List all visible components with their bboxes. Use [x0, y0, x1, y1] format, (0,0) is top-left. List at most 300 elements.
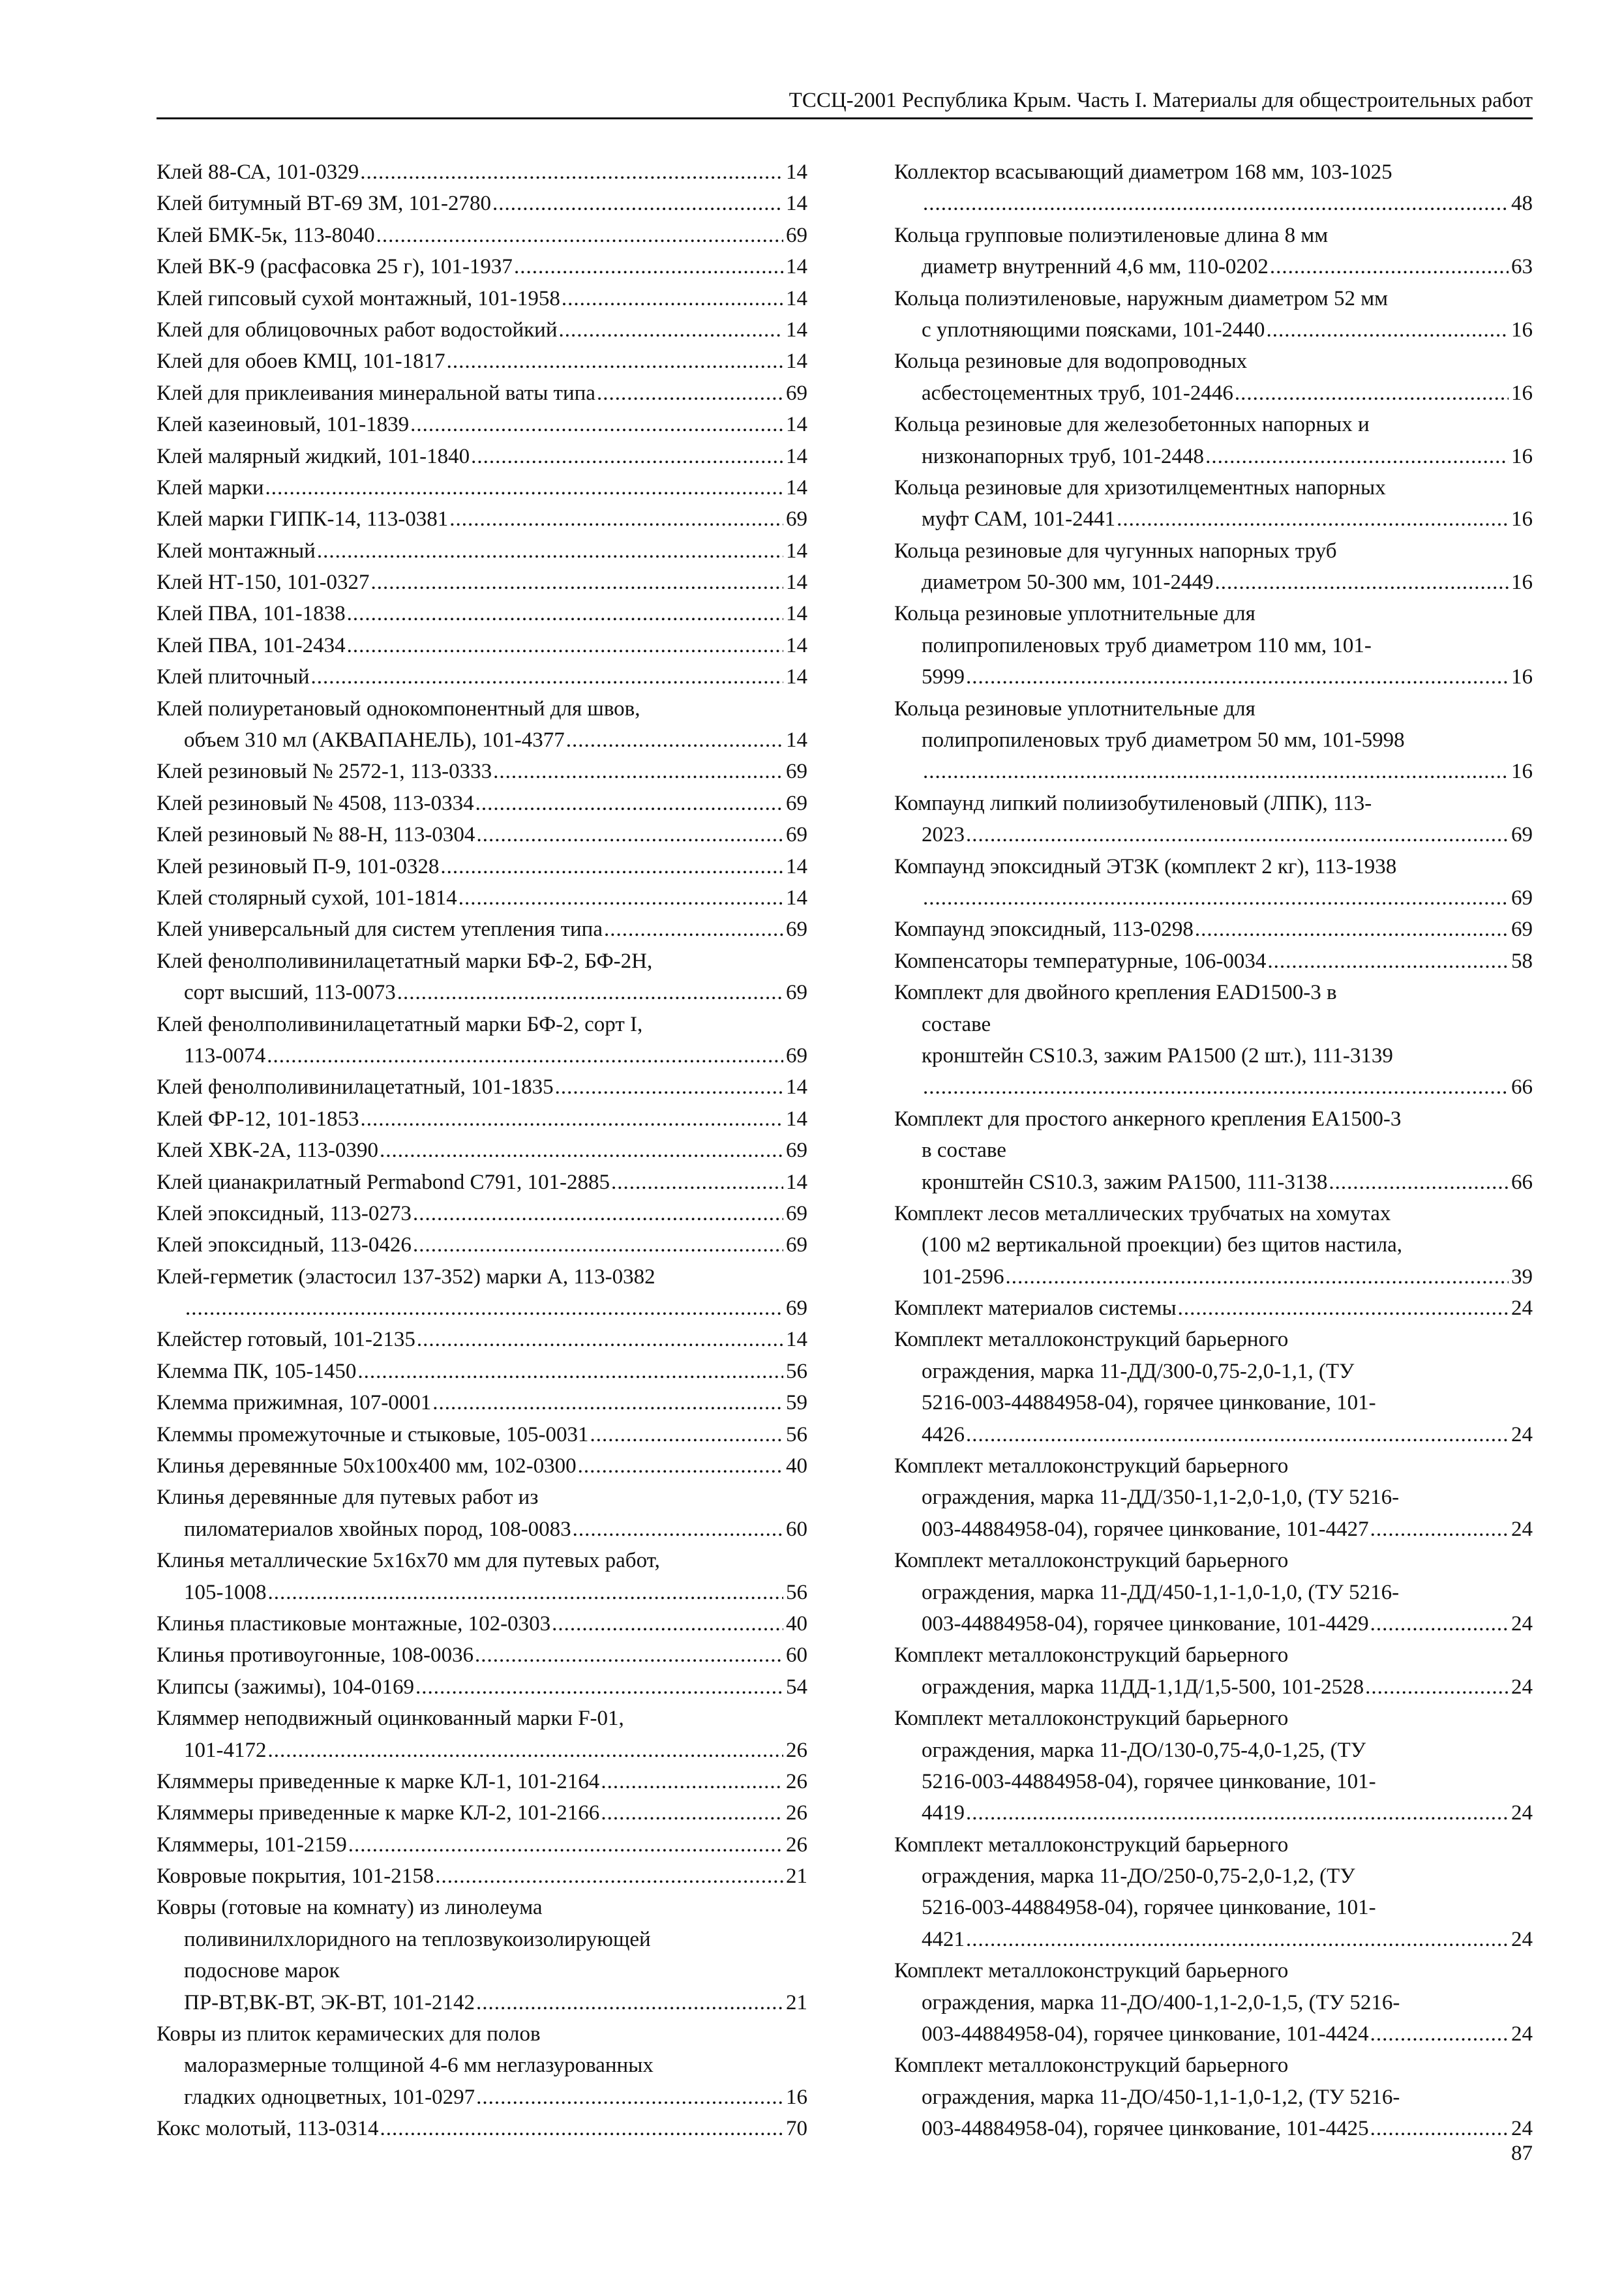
entry-page-number: 56 — [786, 1359, 807, 1383]
entry-text: 2023 — [922, 823, 965, 847]
entry-page-number: 60 — [786, 1517, 807, 1541]
dot-leader — [268, 1735, 784, 1766]
dot-leader — [514, 251, 783, 282]
dot-leader — [1365, 1671, 1509, 1703]
index-entry — [894, 1198, 1533, 1293]
index-entry — [157, 1135, 807, 1166]
entry-text: Клей для приклеивания минеральной ваты типа — [157, 381, 595, 405]
entry-line — [157, 1293, 807, 1324]
entry-line — [157, 914, 807, 945]
entry-page-number: 21 — [786, 1864, 807, 1889]
entry-line — [157, 1766, 807, 1797]
entry-line — [157, 1671, 807, 1703]
entry-text: Компенсаторы температурные, 106-0034 — [894, 949, 1267, 973]
entry-line — [157, 314, 807, 346]
entry-text: Клей эпоксидный, 113-0273 — [157, 1201, 412, 1225]
entry-text: Клей резиновый № 2572-1, 113-0333 — [157, 760, 492, 784]
entry-line — [157, 977, 807, 1008]
index-entry — [157, 2018, 807, 2113]
dot-leader — [413, 1198, 783, 1229]
entry-line: Ковры (готовые на комнату) из линолеума — [157, 1896, 543, 1920]
index-entry — [157, 819, 807, 850]
dot-leader — [1178, 1293, 1509, 1324]
dot-leader — [371, 567, 783, 598]
entry-text: Клейстер готовый, 101-2135 — [157, 1328, 415, 1352]
entry-page-number: 24 — [1511, 1801, 1533, 1825]
entry-page-number: 14 — [786, 602, 807, 626]
entry-page-number: 16 — [1511, 665, 1533, 689]
entry-page-number: 69 — [786, 918, 807, 942]
entry-page-number: 39 — [1511, 1264, 1533, 1289]
entry-line: Комплект металлоконструкций барьерного — [894, 1959, 1289, 1983]
entry-line: малоразмерные толщиной 4-6 мм неглазурованных — [184, 2054, 654, 2078]
entry-line — [157, 535, 807, 567]
running-header: ТССЦ-2001 Республика Крым. Часть I. Материалы для общестроительных работ — [789, 89, 1533, 112]
entry-text: Кляммеры приведенные к марке КЛ-1, 101-2164 — [157, 1769, 600, 1793]
dot-leader — [1266, 314, 1509, 346]
entry-text: Клей ХВК-2А, 113-0390 — [157, 1139, 378, 1163]
dot-leader — [1329, 1167, 1509, 1198]
dot-leader — [966, 1419, 1509, 1450]
entry-line — [157, 441, 807, 472]
entry-line: 5216-003-44884958-04), горячее цинкование, 101- — [922, 1896, 1376, 1920]
index-entry — [157, 630, 807, 661]
entry-text: Клей для обоев КМЦ, 101-1817 — [157, 350, 445, 374]
entry-line: ограждения, марка 11-ДД/450-1,1-1,0-1,0, (ТУ 5216- — [922, 1580, 1400, 1604]
entry-page-number: 69 — [1511, 886, 1533, 910]
entry-text: 003-44884958-04), горячее цинкование, 101-4427 — [922, 1517, 1369, 1541]
entry-line — [894, 503, 1533, 535]
dot-leader — [562, 283, 783, 314]
dot-leader — [413, 1229, 783, 1261]
entry-text: Клемма прижимная, 107-0001 — [157, 1391, 432, 1415]
dot-leader — [923, 1071, 1509, 1103]
dot-leader — [1006, 1261, 1509, 1293]
entry-line: поливинилхлоридного на теплозвукоизолирующей — [184, 1927, 651, 1951]
dot-leader — [966, 819, 1509, 850]
index-entry — [894, 1103, 1533, 1198]
entry-line — [894, 819, 1533, 850]
entry-line — [157, 819, 807, 850]
entry-page-number: 66 — [1511, 1075, 1533, 1100]
index-entry — [157, 441, 807, 472]
entry-line — [894, 1293, 1533, 1324]
dot-leader — [347, 630, 783, 661]
index-entry — [157, 1071, 807, 1103]
index-entry — [894, 788, 1533, 851]
entry-line — [894, 1514, 1533, 1545]
entry-page-number: 14 — [786, 665, 807, 689]
entry-line — [894, 1797, 1533, 1829]
entry-text: Клей гипсовый сухой монтажный, 101-1958 — [157, 286, 560, 310]
dot-leader — [417, 1324, 783, 1355]
entry-page-number: 16 — [1511, 381, 1533, 405]
entry-line — [157, 378, 807, 409]
entry-text: Клинья противоугонные, 108-0036 — [157, 1643, 474, 1668]
index-entry — [157, 1545, 807, 1608]
entry-text: Клей резиновый № 88-Н, 113-0304 — [157, 823, 475, 847]
entry-text: Клей казеиновый, 101-1839 — [157, 413, 410, 437]
dot-leader — [185, 1293, 783, 1324]
entry-line — [157, 1387, 807, 1418]
dot-leader — [1195, 914, 1509, 945]
entry-line — [157, 188, 807, 219]
index-entry — [157, 188, 807, 219]
entry-page-number: 16 — [1511, 507, 1533, 531]
index-entry — [157, 1356, 807, 1387]
entry-line — [894, 314, 1533, 346]
entry-line — [894, 661, 1533, 693]
index-entry — [894, 2050, 1533, 2144]
entry-line — [157, 1514, 807, 1545]
entry-text: 003-44884958-04), горячее цинкование, 101-4429 — [922, 1611, 1369, 1636]
dot-leader — [601, 1766, 783, 1797]
entry-page-number: 24 — [1511, 1927, 1533, 1951]
entry-text: 113-0074 — [184, 1043, 266, 1068]
entry-line — [157, 1324, 807, 1355]
entry-page-number: 26 — [786, 1769, 807, 1793]
entry-line — [157, 220, 807, 251]
dot-leader — [380, 2113, 783, 2144]
index-entry — [894, 535, 1533, 599]
entry-text: Клей малярный жидкий, 101-1840 — [157, 444, 470, 468]
dot-leader — [1235, 378, 1509, 409]
entry-line: Кольца полиэтиленовые, наружным диаметром 52 мм — [894, 286, 1388, 310]
index-column-right — [894, 157, 1533, 2145]
index-entry — [894, 1545, 1533, 1639]
dot-leader — [476, 2082, 783, 2113]
entry-page-number: 69 — [786, 223, 807, 247]
index-entry — [157, 1766, 807, 1797]
index-entry — [894, 472, 1533, 535]
entry-page-number: 69 — [786, 507, 807, 531]
index-entry — [157, 1261, 807, 1324]
index-entry — [157, 1639, 807, 1671]
entry-text: 5999 — [922, 665, 965, 689]
entry-text: Клей марки — [157, 475, 264, 500]
entry-text: Клей марки ГИПК-14, 113-0381 — [157, 507, 449, 531]
index-entry — [157, 1450, 807, 1482]
entry-line: Комплект металлоконструкций барьерного — [894, 1643, 1289, 1668]
entry-line: ограждения, марка 11-ДО/450-1,1-1,0-1,2, (ТУ 5216- — [922, 2085, 1400, 2109]
entry-page-number: 16 — [1511, 571, 1533, 595]
entry-text: Клей эпоксидный, 113-0426 — [157, 1233, 412, 1257]
entry-page-number: 14 — [786, 571, 807, 595]
dot-leader — [360, 157, 783, 188]
index-entry — [157, 1387, 807, 1418]
page-number: 87 — [1511, 2142, 1533, 2165]
entry-line — [157, 472, 807, 503]
entry-text: 4419 — [922, 1801, 965, 1825]
entry-page-number: 69 — [786, 1043, 807, 1068]
index-entry — [157, 567, 807, 598]
dot-leader — [415, 1671, 783, 1703]
entry-page-number: 66 — [1511, 1170, 1533, 1194]
entry-page-number: 69 — [1511, 823, 1533, 847]
entry-line — [157, 2082, 807, 2113]
entry-text: кронштейн CS10.3, зажим PA1500, 111-3138 — [922, 1170, 1328, 1194]
entry-text: сорт высший, 113-0073 — [184, 981, 396, 1005]
entry-text: Компаунд эпоксидный, 113-0298 — [894, 918, 1194, 942]
index-entry — [894, 1703, 1533, 1829]
entry-line: ограждения, марка 11-ДД/350-1,1-2,0-1,0, (ТУ 5216- — [922, 1486, 1400, 1510]
index-entry — [157, 1892, 807, 2018]
entry-text: Клей плиточный — [157, 665, 310, 689]
entry-text: Клей резиновый № 4508, 113-0334 — [157, 791, 474, 815]
index-entry — [157, 535, 807, 567]
dot-leader — [566, 725, 783, 756]
dot-leader — [604, 914, 783, 945]
entry-line: Комплект лесов металлических трубчатых на хомутах — [894, 1201, 1391, 1225]
dot-leader — [475, 788, 783, 819]
entry-line — [894, 756, 1533, 787]
dot-leader — [311, 661, 783, 693]
dot-leader — [493, 756, 783, 787]
entry-text: ограждения, марка 11ДД-1,1Д/1,5-500, 101-2528 — [922, 1675, 1364, 1699]
dot-leader — [317, 535, 783, 567]
dot-leader — [410, 409, 783, 440]
entry-page-number: 24 — [1511, 2022, 1533, 2046]
entry-line — [157, 630, 807, 661]
index-entry — [157, 220, 807, 251]
dot-leader — [966, 1924, 1509, 1955]
index-entry — [157, 346, 807, 377]
entry-page-number: 14 — [786, 1328, 807, 1352]
entry-line — [894, 946, 1533, 977]
index-entry — [157, 157, 807, 188]
dot-leader — [1117, 503, 1509, 535]
dot-leader — [966, 1797, 1509, 1829]
entry-text: Ковровые покрытия, 101-2158 — [157, 1864, 434, 1889]
dot-leader — [923, 756, 1509, 787]
dot-leader — [380, 1135, 783, 1166]
index-entry — [157, 283, 807, 314]
entry-line — [157, 1450, 807, 1482]
entry-page-number: 14 — [786, 192, 807, 216]
header-rule — [157, 117, 1533, 119]
entry-line: Компаунд липкий полиизобутиленовый (ЛПК), 113- — [894, 791, 1372, 815]
entry-text: Клинья деревянные 50х100х400 мм, 102-0300 — [157, 1454, 577, 1478]
entry-line: Кольца групповые полиэтиленовые длина 8 мм — [894, 223, 1329, 247]
entry-page-number: 69 — [786, 1139, 807, 1163]
index-entry — [157, 1482, 807, 1545]
entry-page-number: 69 — [786, 791, 807, 815]
entry-line: Комплект металлоконструкций барьерного — [894, 1328, 1289, 1352]
entry-page-number: 14 — [786, 1170, 807, 1194]
entry-text: Клинья пластиковые монтажные, 102-0303 — [157, 1611, 551, 1636]
dot-leader — [923, 882, 1509, 914]
entry-text: Клей ВК-9 (расфасовка 25 г), 101-1937 — [157, 255, 513, 279]
index-column-left — [157, 157, 807, 2145]
dot-leader — [559, 314, 784, 346]
entry-line: Клей-герметик (эластосил 137-352) марки А, 113-0382 — [157, 1264, 655, 1289]
entry-text: Клей фенолполивинилацетатный, 101-1835 — [157, 1075, 554, 1100]
dot-leader — [440, 851, 783, 882]
entry-line: Кольца резиновые для железобетонных напорных и — [894, 413, 1370, 437]
entry-text: Клей монтажный — [157, 539, 316, 563]
index-entry — [894, 914, 1533, 945]
index-entry — [157, 788, 807, 819]
entry-line — [894, 567, 1533, 598]
entry-line — [894, 1261, 1533, 1293]
entry-text: 105-1008 — [184, 1580, 267, 1604]
entry-text: Клей для облицовочных работ водостойкий — [157, 318, 558, 342]
entry-text: 4426 — [922, 1422, 965, 1446]
dot-leader — [923, 188, 1509, 219]
index-entry — [894, 693, 1533, 788]
entry-text: Клей битумный ВТ-69 ЗМ, 101-2780 — [157, 192, 491, 216]
entry-page-number: 24 — [1511, 1296, 1533, 1321]
entry-page-number: 54 — [786, 1675, 807, 1699]
entry-line — [894, 882, 1533, 914]
entry-line — [157, 1198, 807, 1229]
entry-line — [894, 441, 1533, 472]
entry-line — [157, 598, 807, 629]
index-entry — [157, 251, 807, 282]
dot-leader — [265, 472, 783, 503]
entry-page-number: 26 — [786, 1833, 807, 1857]
entry-text: Клей универсальный для систем утепления типа — [157, 918, 603, 942]
index-entry — [157, 1419, 807, 1450]
index-entry — [894, 220, 1533, 283]
entry-line — [157, 1103, 807, 1135]
entry-line: Комплект металлоконструкций барьерного — [894, 2054, 1289, 2078]
entry-text: Клемма ПК, 105-1450 — [157, 1359, 357, 1383]
entry-page-number: 16 — [1511, 444, 1533, 468]
dot-leader — [360, 1103, 783, 1135]
entry-line — [894, 1671, 1533, 1703]
entry-line — [894, 251, 1533, 282]
entry-line: ограждения, марка 11-ДО/250-0,75-2,0-1,2, (ТУ — [922, 1864, 1355, 1889]
entry-text: Клей ФР-12, 101-1853 — [157, 1107, 359, 1131]
entry-page-number: 14 — [786, 350, 807, 374]
entry-page-number: 14 — [786, 539, 807, 563]
entry-line: Ковры из плиток керамических для полов — [157, 2022, 541, 2046]
entry-text: Кокс молотый, 113-0314 — [157, 2117, 379, 2141]
dot-leader — [449, 503, 783, 535]
entry-text: Клей БМК-5к, 113-8040 — [157, 223, 375, 247]
entry-page-number: 69 — [786, 823, 807, 847]
entry-page-number: 24 — [1511, 1422, 1533, 1446]
entry-line: Клей полиуретановый однокомпонентный для швов, — [157, 696, 640, 721]
entry-text: 101-2596 — [922, 1264, 1004, 1289]
entry-page-number: 26 — [786, 1738, 807, 1762]
dot-leader — [1270, 251, 1509, 282]
entry-line — [894, 1419, 1533, 1450]
entry-page-number: 14 — [786, 318, 807, 342]
entry-line: ограждения, марка 11-ДО/400-1,1-2,0-1,5, (ТУ 5216- — [922, 1990, 1400, 2014]
index-entry — [894, 346, 1533, 409]
entry-text: Клей 88-СА, 101-0329 — [157, 160, 359, 184]
entry-line: Комплект для двойного крепления EAD1500-3 в — [894, 981, 1337, 1005]
entry-line — [157, 157, 807, 188]
entry-text: Клипсы (зажимы), 104-0169 — [157, 1675, 415, 1699]
entry-line: Клей фенолполивинилацетатный марки БФ-2, БФ-2Н, — [157, 949, 653, 973]
entry-line — [894, 2018, 1533, 2050]
entry-page-number: 14 — [786, 728, 807, 753]
dot-leader — [268, 1577, 784, 1608]
dot-leader — [347, 598, 783, 629]
dot-leader — [597, 378, 783, 409]
entry-line — [894, 1608, 1533, 1639]
entry-line — [157, 851, 807, 882]
entry-page-number: 69 — [786, 1201, 807, 1225]
entry-line — [157, 1040, 807, 1071]
entry-line — [157, 788, 807, 819]
index-entry — [157, 1324, 807, 1355]
entry-page-number: 63 — [1511, 255, 1533, 279]
entry-page-number: 69 — [786, 1296, 807, 1321]
index-entry — [894, 1450, 1533, 1545]
entry-page-number: 14 — [786, 413, 807, 437]
entry-text: гладких одноцветных, 101-0297 — [184, 2085, 475, 2109]
entry-line: Комплект металлоконструкций барьерного — [894, 1549, 1289, 1573]
dot-leader — [1267, 946, 1509, 977]
entry-line: 5216-003-44884958-04), горячее цинкование, 101- — [922, 1391, 1376, 1415]
entry-page-number: 48 — [1511, 192, 1533, 216]
index-entry — [894, 1639, 1533, 1703]
entry-page-number: 69 — [786, 760, 807, 784]
entry-line: (100 м2 вертикальной проекции) без щитов настила, — [922, 1233, 1403, 1257]
entry-text: ПР-ВТ,ВК-ВТ, ЭК-ВТ, 101-2142 — [184, 1990, 475, 2014]
entry-page-number: 14 — [786, 886, 807, 910]
entry-page-number: 14 — [786, 633, 807, 657]
dot-leader — [475, 1639, 783, 1671]
entry-line — [894, 1924, 1533, 1955]
index-entry — [157, 882, 807, 914]
entry-page-number: 24 — [1511, 2117, 1533, 2141]
entry-line — [157, 1167, 807, 1198]
entry-line — [157, 1577, 807, 1608]
index-entry — [157, 1167, 807, 1198]
entry-text: с уплотняющими поясками, 101-2440 — [922, 318, 1265, 342]
entry-line — [157, 283, 807, 314]
index-entry — [894, 851, 1533, 914]
index-entry — [157, 1009, 807, 1072]
entry-line — [157, 251, 807, 282]
entry-line: полипропиленовых труб диаметром 110 мм, 101- — [922, 633, 1372, 657]
index-entry — [157, 914, 807, 945]
entry-page-number: 16 — [786, 2085, 807, 2109]
index-entry — [157, 661, 807, 693]
entry-page-number: 56 — [786, 1580, 807, 1604]
dot-leader — [447, 346, 783, 377]
entry-line: Клинья металлические 5х16х70 мм для путевых работ, — [157, 1549, 660, 1573]
entry-line — [157, 756, 807, 787]
entry-text: Клеммы промежуточные и стыковые, 105-0031 — [157, 1422, 589, 1446]
entry-line — [157, 409, 807, 440]
entry-line — [894, 1071, 1533, 1103]
entry-line: кронштейн CS10.3, зажим PA1500 (2 шт.), 111-3139 — [922, 1043, 1393, 1068]
entry-text: Клей столярный сухой, 101-1814 — [157, 886, 457, 910]
entry-text: Клей цианакрилатный Permabond C791, 101-2885 — [157, 1170, 610, 1194]
entry-line: составе — [922, 1012, 991, 1036]
entry-text: Комплект материалов системы — [894, 1296, 1177, 1321]
entry-line — [157, 1071, 807, 1103]
dot-leader — [476, 819, 783, 850]
dot-leader — [555, 1071, 783, 1103]
entry-page-number: 69 — [786, 981, 807, 1005]
entry-line: Комплект металлоконструкций барьерного — [894, 1454, 1289, 1478]
index-entry — [894, 409, 1533, 472]
entry-line — [157, 661, 807, 693]
index-entry — [157, 1608, 807, 1639]
dot-leader — [459, 882, 783, 914]
index-entry — [894, 977, 1533, 1103]
entry-line — [894, 188, 1533, 219]
entry-text: 003-44884958-04), горячее цинкование, 101-4425 — [922, 2117, 1369, 2141]
index-entry — [157, 946, 807, 1009]
